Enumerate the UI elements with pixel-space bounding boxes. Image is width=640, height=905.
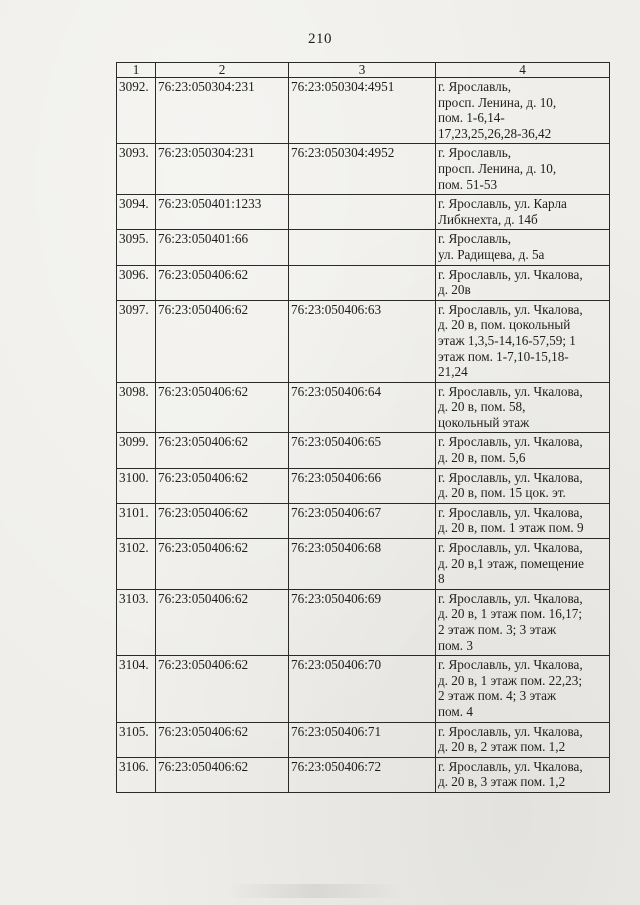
cadastral-object-cell: 76:23:050406:63 (289, 300, 436, 382)
row-number-cell: 3097. (117, 300, 156, 382)
cadastral-parent-cell: 76:23:050406:62 (156, 433, 289, 468)
registry-table (116, 62, 610, 793)
cadastral-object-cell: 76:23:050304:4952 (289, 144, 436, 195)
cadastral-parent-cell: 76:23:050406:62 (156, 382, 289, 433)
row-number-cell: 3100. (117, 468, 156, 503)
table-row (117, 78, 610, 144)
cadastral-parent-cell: 76:23:050406:62 (156, 468, 289, 503)
row-number-cell: 3103. (117, 589, 156, 655)
row-number-cell: 3098. (117, 382, 156, 433)
cadastral-parent-cell: 76:23:050406:62 (156, 539, 289, 590)
cadastral-parent-cell: 76:23:050406:62 (156, 722, 289, 757)
row-number-cell: 3105. (117, 722, 156, 757)
address-cell: г. Ярославль, ул. Чкалова, д. 20 в, пом. цокольный этаж 1,3,5-14,16-57,59; 1 этаж пом. 1-7,10-15,18- 21,24 (436, 300, 610, 382)
table-row (117, 589, 610, 655)
address-cell: г. Ярославль, ул. Карла Либкнехта, д. 14б (436, 195, 610, 230)
address-cell: г. Ярославль, ул. Радищева, д. 5а (436, 230, 610, 265)
row-number-cell: 3092. (117, 78, 156, 144)
address-cell: г. Ярославль, ул. Чкалова, д. 20 в, 1 этаж пом. 16,17; 2 этаж пом. 3; 3 этаж пом. 3 (436, 589, 610, 655)
row-number-cell: 3099. (117, 433, 156, 468)
row-number-cell: 3106. (117, 757, 156, 792)
address-cell: г. Ярославль, ул. Чкалова, д. 20в (436, 265, 610, 300)
cadastral-object-cell: 76:23:050406:65 (289, 433, 436, 468)
cadastral-object-cell: 76:23:050406:64 (289, 382, 436, 433)
cadastral-parent-cell: 76:23:050401:1233 (156, 195, 289, 230)
row-number-cell: 3095. (117, 230, 156, 265)
table-row (117, 265, 610, 300)
table-row (117, 757, 610, 792)
cadastral-object-cell: 76:23:050406:69 (289, 589, 436, 655)
table-row (117, 433, 610, 468)
address-cell: г. Ярославль, ул. Чкалова, д. 20 в, пом. 1 этаж пом. 9 (436, 503, 610, 538)
table-row (117, 300, 610, 382)
cadastral-object-cell: 76:23:050406:66 (289, 468, 436, 503)
row-number-cell: 3096. (117, 265, 156, 300)
cadastral-object-cell: 76:23:050304:4951 (289, 78, 436, 144)
table-row (117, 722, 610, 757)
cadastral-parent-cell: 76:23:050304:231 (156, 78, 289, 144)
column-header-4: 4 (436, 63, 610, 78)
table-header-row (117, 63, 610, 78)
address-cell: г. Ярославль, просп. Ленина, д. 10, пом. 1-6,14- 17,23,25,26,28-36,42 (436, 78, 610, 144)
column-header-3: 3 (289, 63, 436, 78)
table-row (117, 195, 610, 230)
cadastral-parent-cell: 76:23:050406:62 (156, 503, 289, 538)
address-cell: г. Ярославль, ул. Чкалова, д. 20 в,1 этаж, помещение 8 (436, 539, 610, 590)
cadastral-object-cell (289, 265, 436, 300)
table-body (117, 78, 610, 793)
cadastral-parent-cell: 76:23:050406:62 (156, 300, 289, 382)
cadastral-object-cell (289, 195, 436, 230)
table-row (117, 382, 610, 433)
column-header-1: 1 (117, 63, 156, 78)
address-cell: г. Ярославль, ул. Чкалова, д. 20 в, пом. 5,6 (436, 433, 610, 468)
address-cell: г. Ярославль, ул. Чкалова, д. 20 в, 3 этаж пом. 1,2 (436, 757, 610, 792)
table-row (117, 503, 610, 538)
address-cell: г. Ярославль, просп. Ленина, д. 10, пом. 51-53 (436, 144, 610, 195)
cadastral-object-cell: 76:23:050406:71 (289, 722, 436, 757)
cadastral-parent-cell: 76:23:050401:66 (156, 230, 289, 265)
cadastral-object-cell: 76:23:050406:70 (289, 656, 436, 722)
row-number-cell: 3094. (117, 195, 156, 230)
table-row (117, 539, 610, 590)
row-number-cell: 3093. (117, 144, 156, 195)
column-header-2: 2 (156, 63, 289, 78)
table-row (117, 468, 610, 503)
table-row (117, 230, 610, 265)
scan-smudge (225, 884, 405, 898)
cadastral-object-cell: 76:23:050406:72 (289, 757, 436, 792)
table-row (117, 144, 610, 195)
address-cell: г. Ярославль, ул. Чкалова, д. 20 в, 1 этаж пом. 22,23; 2 этаж пом. 4; 3 этаж пом. 4 (436, 656, 610, 722)
page-number: 210 (308, 31, 332, 47)
cadastral-parent-cell: 76:23:050406:62 (156, 656, 289, 722)
cadastral-object-cell: 76:23:050406:67 (289, 503, 436, 538)
cadastral-object-cell: 76:23:050406:68 (289, 539, 436, 590)
cadastral-parent-cell: 76:23:050406:62 (156, 589, 289, 655)
table-row (117, 656, 610, 722)
cadastral-object-cell (289, 230, 436, 265)
address-cell: г. Ярославль, ул. Чкалова, д. 20 в, пом. 58, цокольный этаж (436, 382, 610, 433)
cadastral-parent-cell: 76:23:050406:62 (156, 265, 289, 300)
row-number-cell: 3102. (117, 539, 156, 590)
cadastral-parent-cell: 76:23:050304:231 (156, 144, 289, 195)
address-cell: г. Ярославль, ул. Чкалова, д. 20 в, 2 этаж пом. 1,2 (436, 722, 610, 757)
cadastral-parent-cell: 76:23:050406:62 (156, 757, 289, 792)
row-number-cell: 3104. (117, 656, 156, 722)
address-cell: г. Ярославль, ул. Чкалова, д. 20 в, пом. 15 цок. эт. (436, 468, 610, 503)
row-number-cell: 3101. (117, 503, 156, 538)
